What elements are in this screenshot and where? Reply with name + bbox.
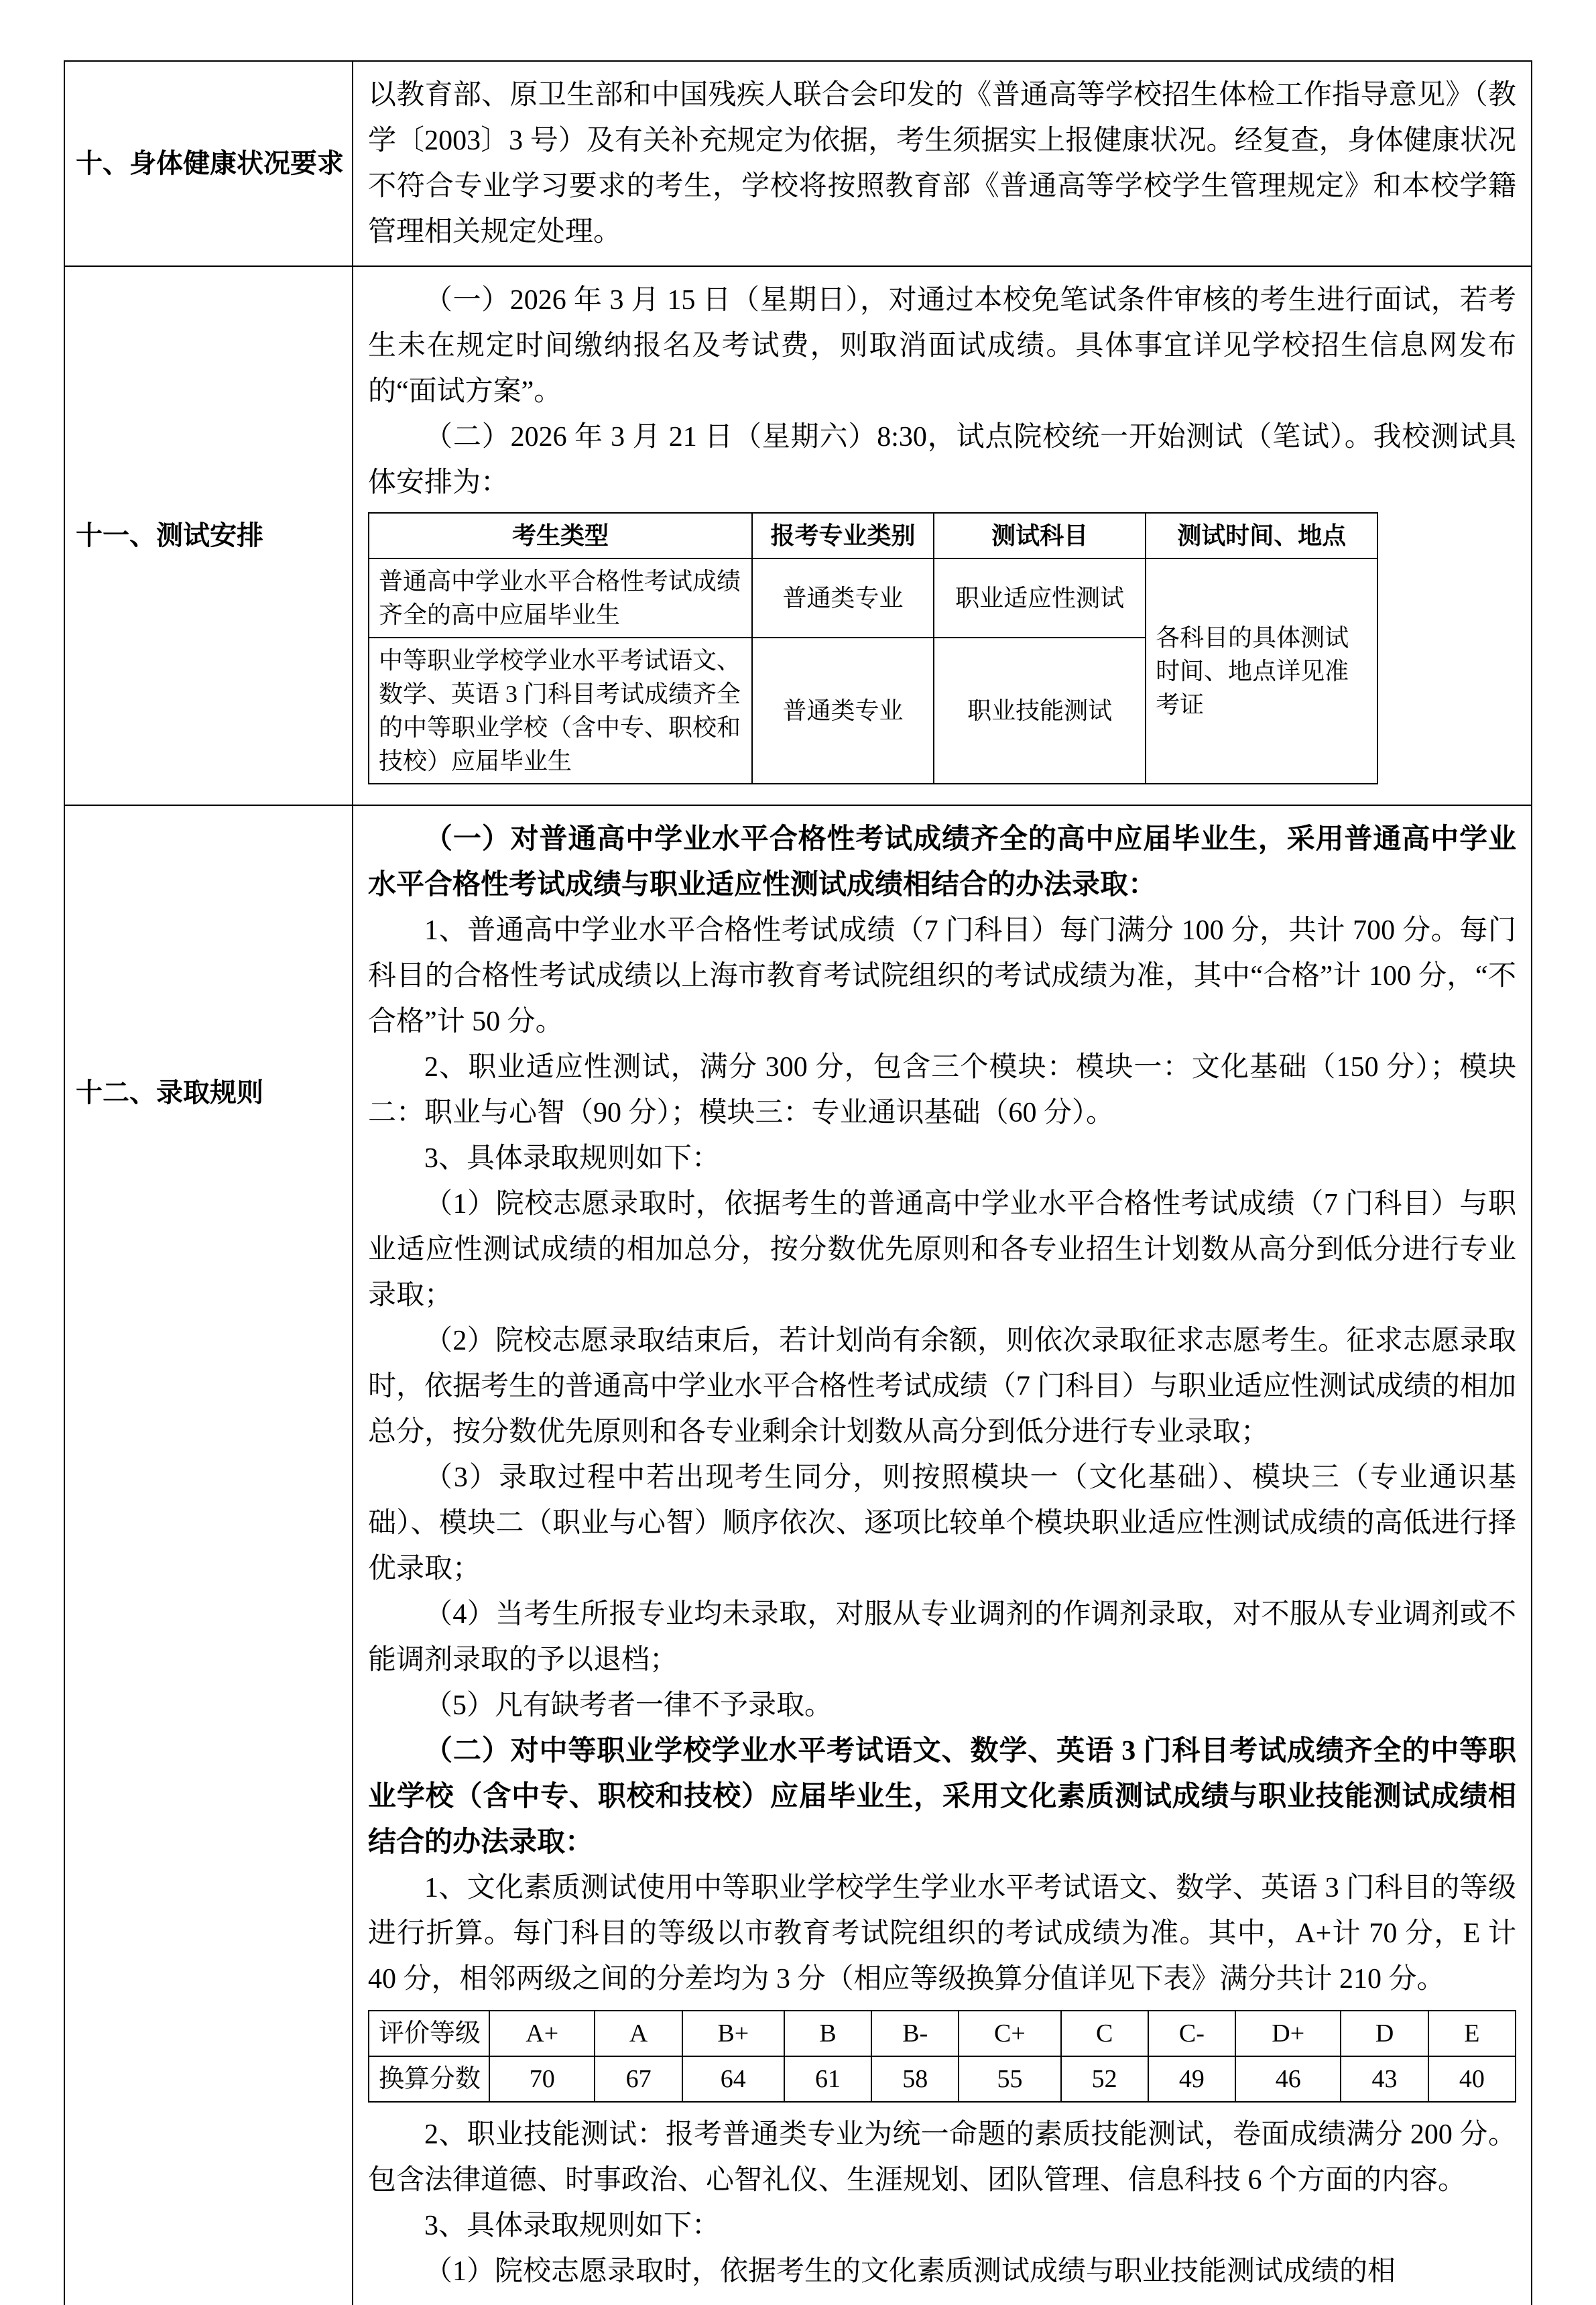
grade-cell: B (784, 2011, 871, 2056)
grade-conversion-table (368, 2010, 1516, 2103)
time-place-cell: 各科目的具体测试时间、地点详见准考证 (1146, 558, 1377, 784)
test-arrangement-table (368, 512, 1378, 784)
score-cell: 64 (682, 2056, 784, 2102)
grade-cell: C (1061, 2011, 1148, 2056)
section-health-content (353, 62, 1531, 265)
section-test-label: 十一、测试安排 (76, 520, 263, 550)
paragraph: 1、普通高中学业水平合格性考试成绩（7 门科目）每门满分 100 分，共计 700 分。每门科目的合格性考试成绩以上海市教育考试院组织的考试成绩为准，其中“合格”计 100 分，“不合格”计 50 分。 (368, 915, 1516, 1037)
converted-score-row (369, 2056, 1516, 2102)
score-cell: 43 (1341, 2056, 1428, 2102)
score-cell: 46 (1235, 2056, 1341, 2102)
test-subject-cell: 职业适应性测试 (934, 558, 1146, 638)
section-test-content (353, 267, 1531, 805)
grade-cell: C+ (959, 2011, 1060, 2056)
score-cell: 55 (959, 2056, 1060, 2102)
grade-level-label: 评价等级 (369, 2011, 489, 2056)
score-cell: 49 (1148, 2056, 1235, 2102)
paragraph: 2、职业适应性测试，满分 300 分，包含三个模块：模块一：文化基础（150 分）；模块二：职业与心智（90 分）；模块三：专业通识基础（60 分）。 (368, 1052, 1516, 1128)
section-admission-label-cell (65, 806, 353, 2305)
admissions-rules-table (64, 60, 1532, 2305)
paragraph: 1、文化素质测试使用中等职业学校学生学业水平考试语文、数学、英语 3 门科目的等级进行折算。每门科目的等级以市教育考试院组织的考试成绩为准。其中，A+计 70 分，E 计 40 分，相邻两级之间的分差均为 3 分（相应等级换算分值详见下表》满分共计 210 分。 (368, 1873, 1516, 1995)
test-subject-cell: 职业技能测试 (934, 638, 1146, 784)
converted-score-label: 换算分数 (369, 2056, 489, 2102)
section-admission-label: 十二、录取规则 (76, 1077, 263, 1108)
section-admission-content (353, 806, 1531, 2305)
column-header-test-subject: 测试科目 (934, 513, 1146, 558)
paragraph: （4）当考生所报专业均未录取，对服从专业调剂的作调剂录取，对不服从专业调剂或不能调剂录取的予以退档； (368, 1599, 1516, 1675)
paragraph: 3、具体录取规则如下： (424, 2210, 721, 2241)
paragraph: （2）院校志愿录取结束后，若计划尚有余额，则依次录取征求志愿考生。征求志愿录取时，依据考生的普通高中学业水平合格性考试成绩（7 门科目）与职业适应性测试成绩的相加总分，按分数优先原则和各专业剩余计划数从高分到低分进行专业录取； (368, 1325, 1516, 1447)
test-table-header-row (369, 513, 1377, 558)
test-table-row (369, 558, 1377, 638)
grade-cell: D+ (1235, 2011, 1341, 2056)
grade-cell: A+ (489, 2011, 595, 2056)
column-header-major-category: 报考专业类别 (752, 513, 934, 558)
section-health-label: 十、身体健康状况要求 (76, 148, 344, 178)
candidate-type-cell: 中等职业学校学业水平考试语文、数学、英语 3 门科目考试成绩齐全的中等职业学校（含中专、职校和技校）应届毕业生 (369, 638, 752, 784)
column-header-candidate-type: 考生类型 (369, 513, 752, 558)
grade-cell: B+ (682, 2011, 784, 2056)
score-cell: 52 (1061, 2056, 1148, 2102)
grade-cell: E (1428, 2011, 1516, 2056)
paragraph: 以教育部、原卫生部和中国残疾人联合会印发的《普通高等学校招生体检工作指导意见》（教学〔2003〕3 号）及有关补充规定为依据，考生须据实上报健康状况。经复查，身体健康状况不符合专业学习要求的考生，学校将按照教育部《普通高等学校学生管理规定》和本校学籍管理相关规定处理。 (368, 80, 1516, 247)
paragraph: （1）院校志愿录取时，依据考生的文化素质测试成绩与职业技能测试成绩的相 (424, 2256, 1396, 2287)
paragraph: （二）对中等职业学校学业水平考试语文、数学、英语 3 门科目考试成绩齐全的中等职业学校（含中专、职校和技校）应届毕业生，采用文化素质测试成绩与职业技能测试成绩相结合的办法录取： (368, 1736, 1516, 1858)
paragraph: 3、具体录取规则如下： (424, 1143, 721, 1174)
score-cell: 61 (784, 2056, 871, 2102)
paragraph: （1）院校志愿录取时，依据考生的普通高中学业水平合格性考试成绩（7 门科目）与职业适应性测试成绩的相加总分，按分数优先原则和各专业招生计划数从高分到低分进行专业录取； (368, 1189, 1516, 1311)
paragraph: （3）录取过程中若出现考生同分，则按照模块一（文化基础）、模块三（专业通识基础）、模块二（职业与心智）顺序依次、逐项比较单个模块职业适应性测试成绩的高低进行择优录取； (368, 1462, 1516, 1584)
paragraph: （5）凡有缺考者一律不予录取。 (424, 1690, 833, 1721)
score-cell: 67 (595, 2056, 682, 2102)
section-health-requirements (65, 62, 1531, 267)
score-cell: 40 (1428, 2056, 1516, 2102)
grade-cell: D (1341, 2011, 1428, 2056)
major-category-cell: 普通类专业 (752, 558, 934, 638)
paragraph: （一）2026 年 3 月 15 日（星期日），对通过本校免笔试条件审核的考生进行面试，若考生未在规定时间缴纳报名及考试费，则取消面试成绩。具体事宜详见学校招生信息网发布的“面试方案”。 (368, 285, 1516, 407)
grade-level-row (369, 2011, 1516, 2056)
paragraph: （一）对普通高中学业水平合格性考试成绩齐全的高中应届毕业生，采用普通高中学业水平合格性考试成绩与职业适应性测试成绩相结合的办法录取： (368, 824, 1516, 900)
candidate-type-cell: 普通高中学业水平合格性考试成绩齐全的高中应届毕业生 (369, 558, 752, 638)
grade-cell: B- (871, 2011, 959, 2056)
paragraph: 2、职业技能测试：报考普通类专业为统一命题的素质技能测试，卷面成绩满分 200 分。包含法律道德、时事政治、心智礼仪、生涯规划、团队管理、信息科技 6 个方面的内容。 (368, 2119, 1516, 2196)
score-cell: 58 (871, 2056, 959, 2102)
grade-cell: A (595, 2011, 682, 2056)
section-test-arrangement (65, 267, 1531, 806)
grade-cell: C- (1148, 2011, 1235, 2056)
section-admission-rules (65, 806, 1531, 2305)
score-cell: 70 (489, 2056, 595, 2102)
major-category-cell: 普通类专业 (752, 638, 934, 784)
section-health-label-cell (65, 62, 353, 265)
column-header-time-place: 测试时间、地点 (1146, 513, 1377, 558)
section-test-label-cell (65, 267, 353, 805)
paragraph: （二）2026 年 3 月 21 日（星期六）8:30，试点院校统一开始测试（笔试）。我校测试具体安排为： (368, 422, 1516, 498)
